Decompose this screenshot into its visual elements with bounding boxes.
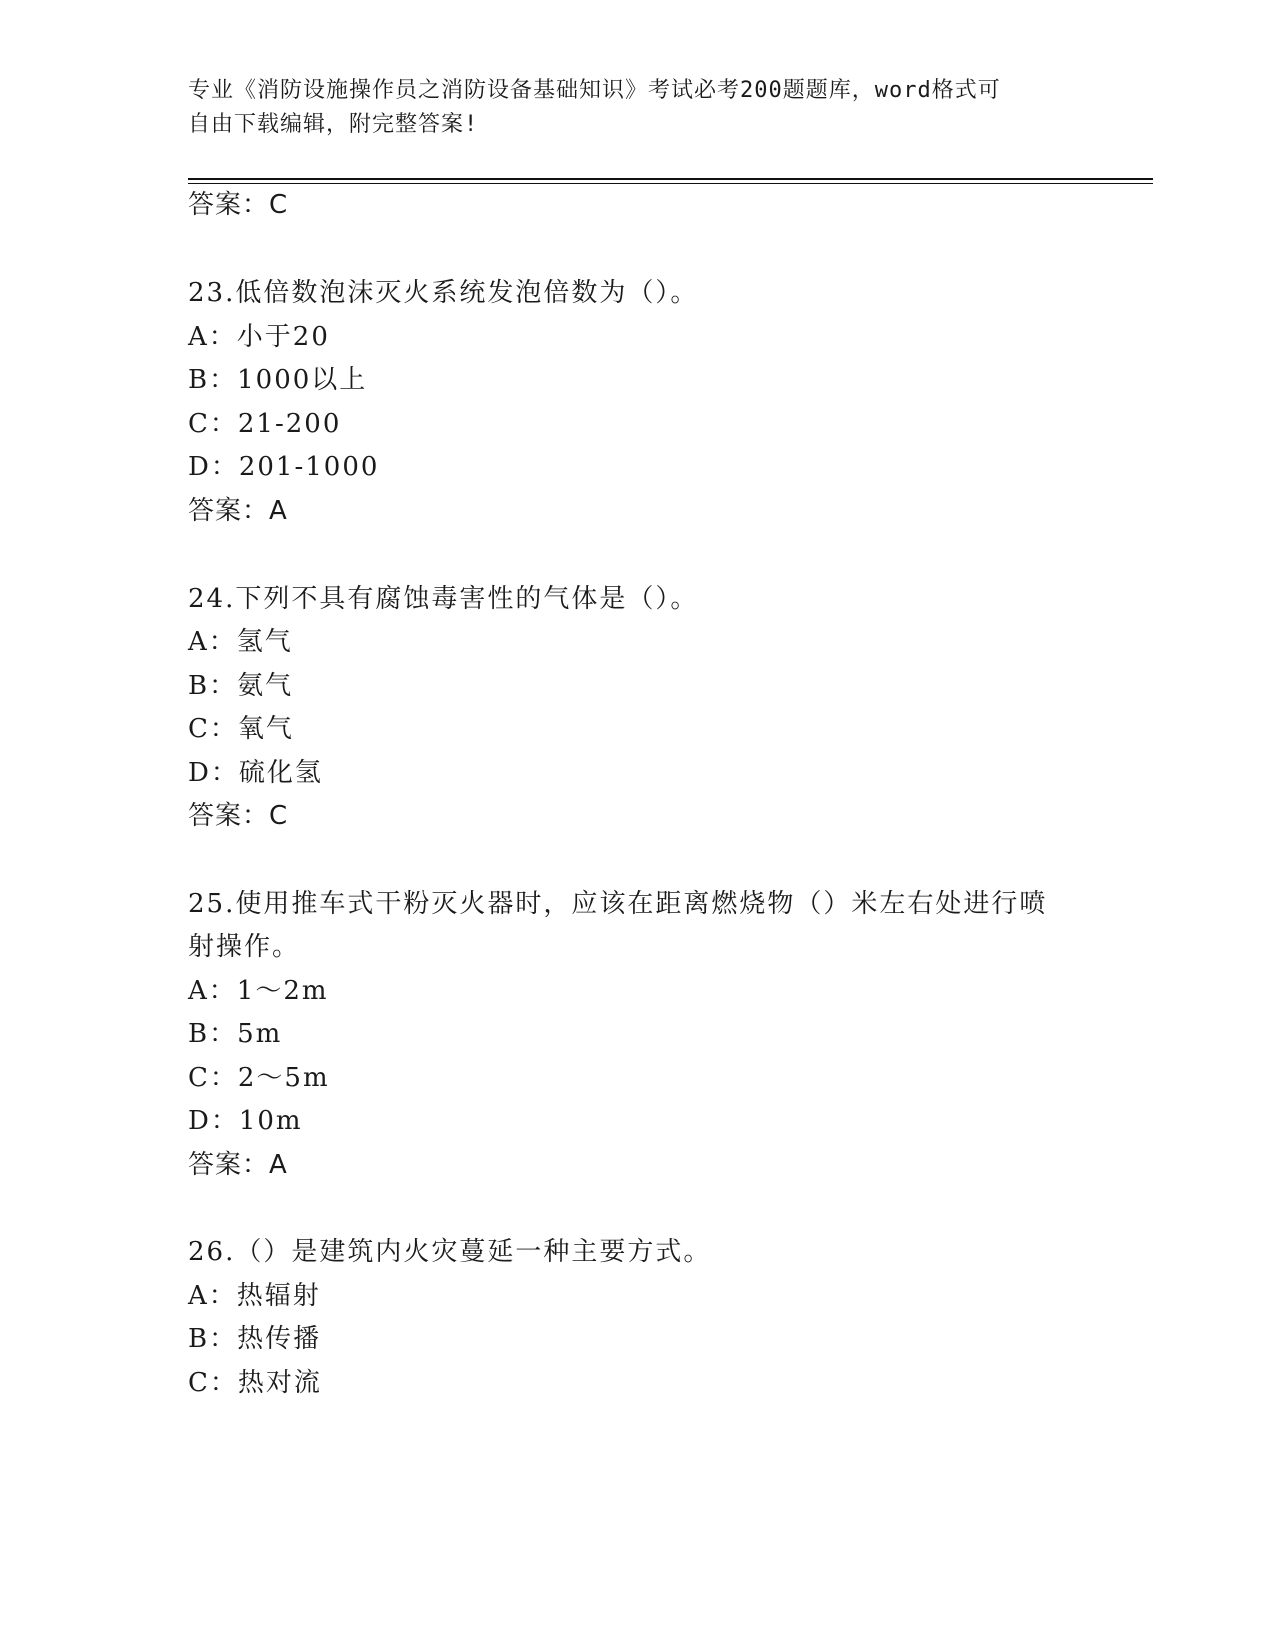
question-25-stem-line-1: 25.使用推车式干粉灭火器时，应该在距离燃烧物（）米左右处进行喷 xyxy=(188,889,1048,919)
question-26-option-b: B：热传播 xyxy=(188,1324,322,1354)
header-line-1: 专业《消防设施操作员之消防设备基础知识》考试必考200题题库，word格式可 xyxy=(188,78,1001,103)
question-24-option-d: D：硫化氢 xyxy=(188,758,323,788)
header-line-2: 自由下载编辑，附完整答案! xyxy=(188,112,479,137)
question-23-option-c: C：21-200 xyxy=(188,409,342,439)
question-25-option-d: D：10m xyxy=(188,1106,303,1136)
question-25-option-c: C：2～5m xyxy=(188,1063,330,1093)
question-24-stem: 24.下列不具有腐蚀毒害性的气体是（）。 xyxy=(188,584,699,614)
question-26-option-c: C：热对流 xyxy=(188,1368,322,1398)
question-26-option-a: A：热辐射 xyxy=(188,1281,321,1311)
question-25-option-a: A：1～2m xyxy=(188,976,329,1006)
question-26-stem: 26.（）是建筑内火灾蔓延一种主要方式。 xyxy=(188,1237,712,1267)
question-25-option-b: B：5m xyxy=(188,1019,283,1049)
question-24-option-b: B：氨气 xyxy=(188,671,294,701)
question-25-answer: 答案：A xyxy=(188,1150,288,1180)
question-23-stem: 23.低倍数泡沫灭火系统发泡倍数为（）。 xyxy=(188,278,699,308)
question-23-option-d: D：201-1000 xyxy=(188,452,380,482)
question-24-answer: 答案：C xyxy=(188,801,289,831)
header-divider-thin xyxy=(188,183,1153,184)
document-header xyxy=(188,74,1068,142)
question-24-option-c: C：氧气 xyxy=(188,714,294,744)
question-24-option-a: A：氢气 xyxy=(188,627,293,657)
question-25-stem-line-2: 射操作。 xyxy=(188,932,301,962)
question-23-option-b: B：1000以上 xyxy=(188,365,368,395)
question-23-option-a: A：小于20 xyxy=(188,322,330,352)
question-23-answer: 答案：A xyxy=(188,496,288,526)
previous-answer: 答案：C xyxy=(188,190,289,220)
header-divider-thick xyxy=(188,178,1153,180)
